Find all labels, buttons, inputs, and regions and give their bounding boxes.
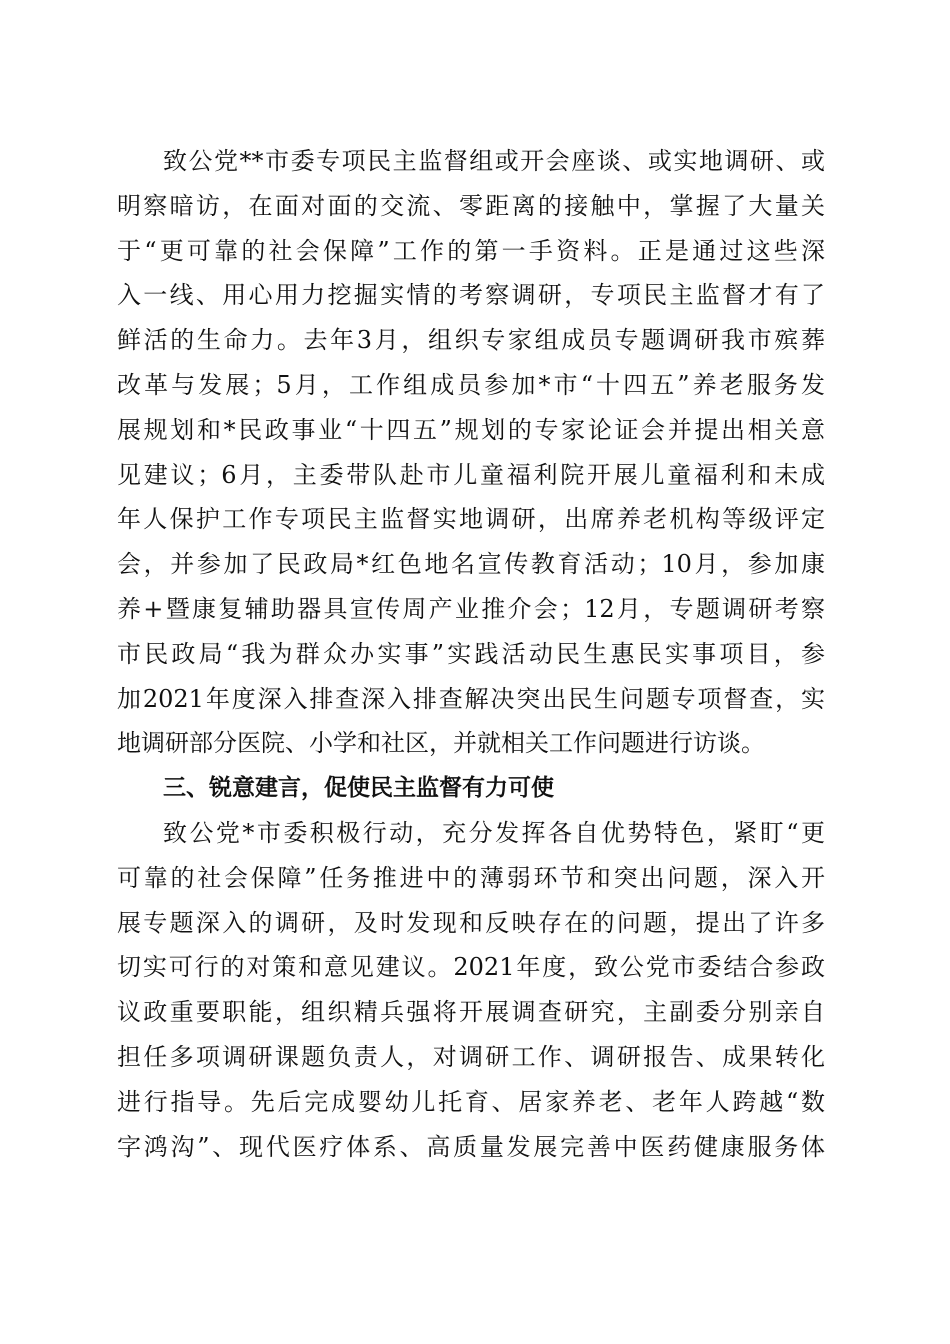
paragraph-line: 可靠的社会保障”任务推进中的薄弱环节和突出问题，深入开 [117, 863, 825, 892]
paragraph-line: 致公党**市委专项民主监督组或开会座谈、或实地调研、或 [163, 147, 825, 175]
paragraph-line: 议政重要职能，组织精兵强将开展调查研究，主副委分别亲自 [117, 998, 825, 1027]
paragraph-line: 担任多项调研课题负责人，对调研工作、调研报告、成果转化 [117, 1042, 825, 1071]
paragraph-line: 进行指导。先后完成婴幼儿托育、居家养老、老年人跨越“数 [117, 1087, 825, 1116]
document-body [117, 139, 825, 1169]
paragraph-line: 加2021年度深入排查深入排查解决突出民生问题专项督查，实 [117, 684, 825, 713]
paragraph-line: 地调研部分医院、小学和社区，并就相关工作问题进行访谈。 [117, 729, 765, 758]
paragraph-line: 于“更可靠的社会保障”工作的第一手资料。正是通过这些深 [117, 236, 825, 265]
paragraph-line: 展专题深入的调研，及时发现和反映存在的问题，提出了许多 [117, 908, 825, 937]
paragraph-line: 字鸿沟”、现代医疗体系、高质量发展完善中医药健康服务体 [117, 1132, 825, 1161]
paragraph-line: 展规划和*民政事业“十四五”规划的专家论证会并提出相关意 [117, 415, 825, 444]
paragraph-line: 切实可行的对策和意见建议。2021年度，致公党市委结合参政 [117, 953, 825, 982]
section-heading: 三、锐意建言，促使民主监督有力可使 [163, 775, 554, 802]
paragraph-line: 入一线、用心用力挖掘实情的考察调研，专项民主监督才有了 [117, 281, 825, 310]
paragraph-line: 明察暗访，在面对面的交流、零距离的接触中，掌握了大量关 [117, 191, 825, 220]
paragraph-line: 改革与发展；5月，工作组成员参加*市“十四五”养老服务发 [117, 370, 825, 399]
paragraph-line: 见建议；6月，主委带队赴市儿童福利院开展儿童福利和未成 [117, 460, 825, 489]
paragraph-2 [117, 811, 825, 1169]
paragraph-line: 会，并参加了民政局*红色地名宣传教育活动；10月，参加康 [117, 550, 825, 579]
paragraph-line: 市民政局“我为群众办实事”实践活动民生惠民实事项目，参 [117, 639, 825, 668]
paragraph-line: 鲜活的生命力。去年3月，组织专家组成员专题调研我市殡葬 [117, 326, 825, 355]
paragraph-line: 养+暨康复辅助器具宣传周产业推介会；12月，专题调研考察 [117, 594, 825, 623]
paragraph-line: 年人保护工作专项民主监督实地调研，出席养老机构等级评定 [117, 505, 825, 534]
paragraph-line: 致公党*市委积极行动，充分发挥各自优势特色，紧盯“更 [163, 818, 825, 847]
paragraph-1 [117, 139, 825, 766]
